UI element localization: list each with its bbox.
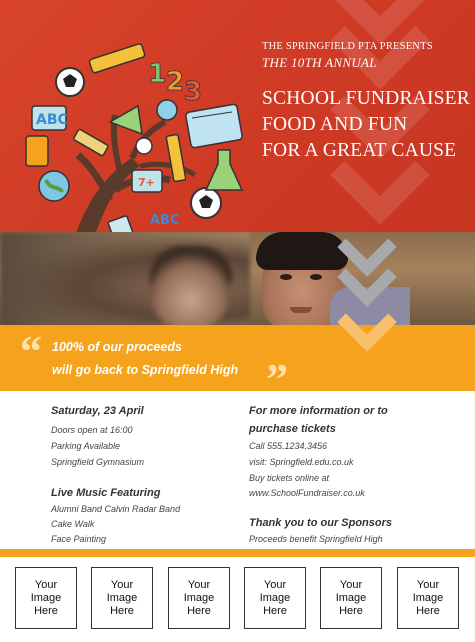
event-detail: Doors open at 16:00 <box>51 425 133 435</box>
sponsors-text: Proceeds benefit Springfield High <box>249 534 383 544</box>
info-item: visit: Springfield.edu.co.uk <box>249 457 354 467</box>
info-heading: For more information or to <box>249 405 388 417</box>
quote-open-icon: “ <box>20 327 42 376</box>
music-heading: Live Music Featuring <box>51 487 161 499</box>
info-item: Call 555.1234.3456 <box>249 441 328 451</box>
music-item: Face Painting <box>51 534 107 544</box>
svg-text:3: 3 <box>184 77 203 107</box>
image-placeholder[interactable]: Your Image Here <box>15 567 77 629</box>
divider-bar <box>0 549 475 557</box>
event-detail: Springfield Gymnasium <box>51 457 145 467</box>
title-line-1: SCHOOL FUNDRAISER <box>262 88 470 109</box>
edition-text: THE 10TH ANNUAL <box>262 55 377 70</box>
presenter-text: THE SPRINGFIELD PTA PRESENTS <box>262 41 433 52</box>
svg-text:1: 1 <box>148 59 167 89</box>
student-photo <box>0 232 475 327</box>
image-placeholder[interactable]: Your Image Here <box>320 567 382 629</box>
proceeds-line-2: will go back to Springfield High <box>52 363 239 377</box>
music-item: Cake Walk <box>51 519 95 529</box>
sponsors-heading: Thank you to our Sponsors <box>249 517 393 529</box>
image-placeholder[interactable]: Your Image Here <box>168 567 230 629</box>
image-placeholder[interactable]: Your Image Here <box>397 567 459 629</box>
svg-text:7+: 7+ <box>138 176 155 189</box>
svg-text:2: 2 <box>166 67 185 97</box>
svg-text:ABC: ABC <box>150 213 180 228</box>
proceeds-banner <box>0 325 475 391</box>
image-placeholder[interactable]: Your Image Here <box>244 567 306 629</box>
image-placeholder[interactable]: Your Image Here <box>91 567 153 629</box>
title-line-2: FOOD AND FUN <box>262 114 408 135</box>
quote-close-icon: ” <box>266 355 288 404</box>
info-item: Buy tickets online at <box>249 473 330 483</box>
info-item: www.SchoolFundraiser.co.uk <box>249 488 365 498</box>
proceeds-line-1: 100% of our proceeds <box>52 340 182 354</box>
svg-text:ABC: ABC <box>36 112 68 128</box>
title-line-3: FOR A GREAT CAUSE <box>262 140 457 161</box>
music-item: Alumni Band Calvin Radar Band <box>51 504 181 514</box>
event-detail: Parking Available <box>51 441 121 451</box>
info-heading: purchase tickets <box>249 423 336 435</box>
event-date: Saturday, 23 April <box>51 405 144 417</box>
